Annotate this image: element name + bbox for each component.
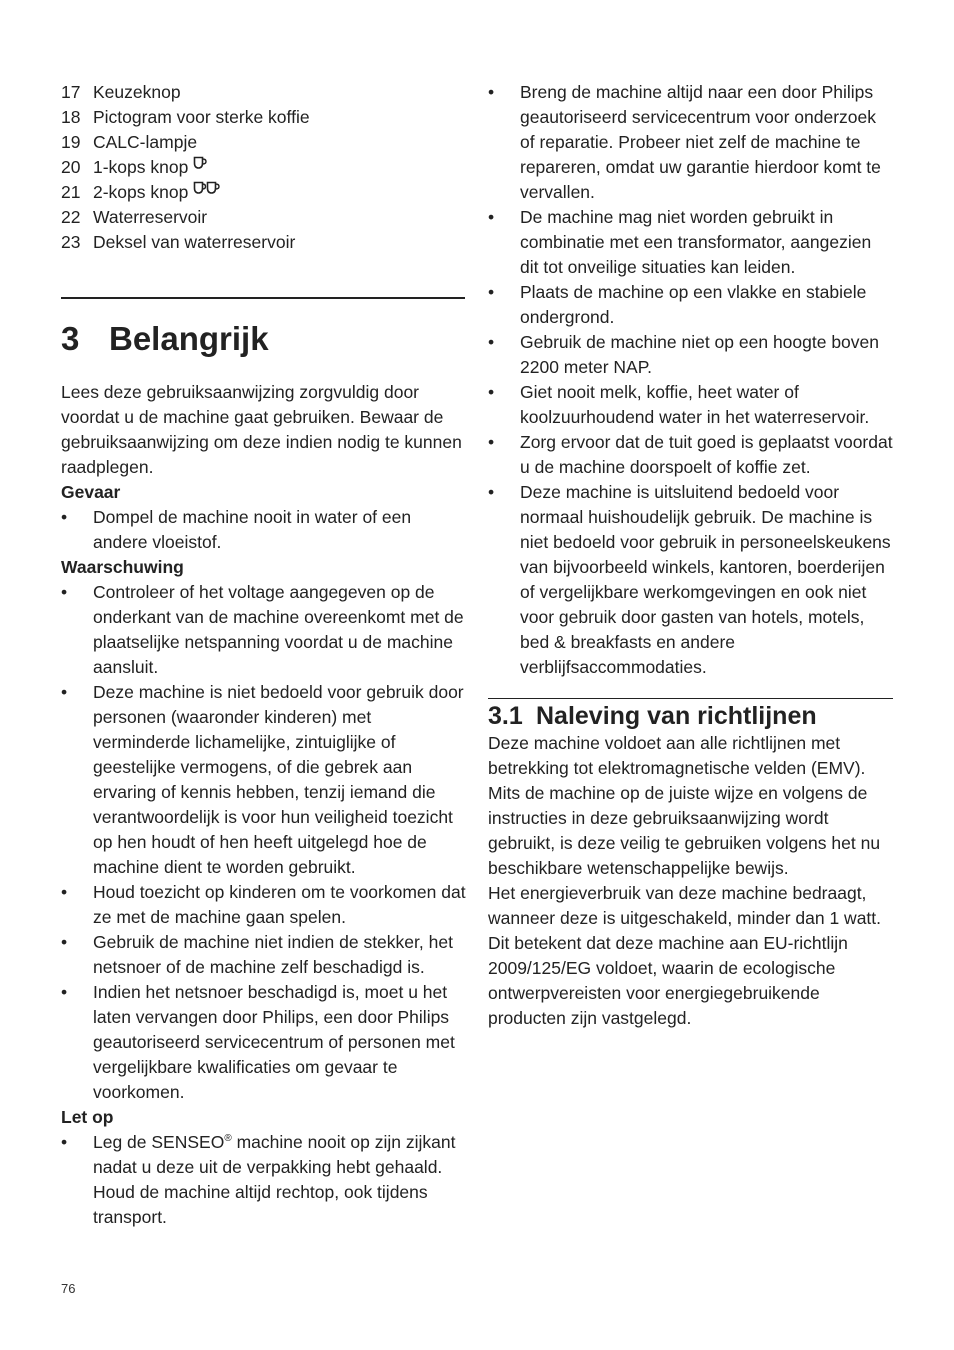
section-divider bbox=[61, 297, 465, 299]
safety-list-continued bbox=[488, 80, 893, 680]
item-number: 17 bbox=[61, 82, 81, 102]
item-text: Gebruik de machine niet indien de stekker, het netsnoer of de machine zelf beschadigd is. bbox=[93, 932, 453, 977]
bullet: • bbox=[488, 482, 495, 502]
caution-list bbox=[61, 1130, 466, 1230]
item-text: Houd toezicht op kinderen om te voorkomen dat ze met de machine gaan spelen. bbox=[93, 882, 466, 927]
list-item bbox=[61, 80, 466, 105]
list-item bbox=[61, 1130, 466, 1230]
list-item bbox=[61, 580, 466, 680]
warning-list bbox=[61, 580, 466, 1105]
list-item bbox=[488, 330, 893, 380]
list-item bbox=[61, 205, 466, 230]
item-number: 23 bbox=[61, 232, 81, 252]
two-cups-icon bbox=[193, 180, 220, 195]
item-text: Zorg ervoor dat de tuit goed is geplaatst voordat u de machine doorspoelt of koffie zet. bbox=[520, 432, 893, 477]
section-number: 3 bbox=[61, 320, 80, 357]
section-title: Belangrijk bbox=[109, 320, 269, 357]
bullet: • bbox=[61, 507, 68, 527]
list-item bbox=[61, 180, 466, 205]
item-text: Dompel de machine nooit in water of een andere vloeistof. bbox=[93, 507, 412, 552]
item-text: Indien het netsnoer beschadigd is, moet u het laten vervangen door Philips, een door Philips geautoriseerd servicecentrum of personen met vergelijkbare kwalificaties om gevaar te voorkomen. bbox=[93, 982, 455, 1102]
item-text: Gebruik de machine niet op een hoogte boven 2200 meter NAP. bbox=[520, 332, 880, 377]
item-number: 22 bbox=[61, 207, 81, 227]
item-number: 21 bbox=[61, 182, 81, 202]
item-text: Deze machine is uitsluitend bedoeld voor normaal huishoudelijk gebruik. De machine is niet bedoeld voor gebruik in personeelskeukens van bijvoorbeeld winkels, kantoren, boerderijen of vergelijkbare werkomgevingen en ook niet voor gebruik door gasten van hotels, motels, bed & breakfasts en andere verblijfsaccommodaties. bbox=[520, 482, 891, 677]
bullet: • bbox=[488, 207, 495, 227]
item-label: 2-kops knop bbox=[93, 182, 189, 202]
item-label: Waterreservoir bbox=[93, 207, 208, 227]
item-text: Breng de machine altijd naar een door Philips geautoriseerd servicecentrum voor onderzoek of reparatie. Probeer niet zelf de machine te repareren, omdat uw garantie hierdoor komt te vervallen. bbox=[520, 82, 881, 202]
page-number: 76 bbox=[61, 1281, 76, 1296]
item-number: 20 bbox=[61, 157, 81, 177]
danger-list bbox=[61, 505, 466, 555]
list-item bbox=[61, 130, 466, 155]
bullet: • bbox=[61, 932, 68, 952]
subsection-number: 3.1 bbox=[488, 702, 523, 730]
item-label: Pictogram voor sterke koffie bbox=[93, 107, 310, 127]
bullet: • bbox=[488, 432, 495, 452]
item-label: CALC-lampje bbox=[93, 132, 198, 152]
item-text: De machine mag niet worden gebruikt in combinatie met een transformator, aangezien dit tot onveilige situaties kan leiden. bbox=[520, 207, 872, 277]
item-number: 19 bbox=[61, 132, 81, 152]
list-item bbox=[61, 505, 466, 555]
paragraph: Deze machine voldoet aan alle richtlijnen met betrekking tot elektromagnetische velden (EMV). Mits de machine op de juiste wijze en volgens de instructies in deze gebruiksaanwijzing wordt gebruikt, is deze veilig te gebruiken volgens het nu beschikbare wetenschappelijke bewijs. bbox=[488, 733, 881, 878]
item-text: Giet nooit melk, koffie, heet water of koolzuurhoudend water in het waterreservoir. bbox=[520, 382, 870, 427]
list-item bbox=[61, 880, 466, 930]
section-heading bbox=[61, 319, 466, 359]
item-text: Plaats de machine op een vlakke en stabiele ondergrond. bbox=[520, 282, 867, 327]
bullet: • bbox=[61, 882, 68, 902]
list-item bbox=[61, 230, 466, 255]
bullet: • bbox=[61, 1132, 68, 1152]
list-item bbox=[488, 205, 893, 280]
list-item bbox=[488, 80, 893, 205]
subsection-heading bbox=[488, 701, 893, 731]
intro-paragraph: Lees deze gebruiksaanwijzing zorgvuldig door voordat u de machine gaat gebruiken. Bewaar de gebruiksaanwijzing om deze indien nodig te kunnen raadplegen. bbox=[61, 382, 462, 477]
list-item bbox=[61, 680, 466, 880]
paragraph: Het energieverbruik van deze machine bedraagt, wanneer deze is uitgeschakeld, minder dan 1 watt. Dit betekent dat deze machine aan EU-richtlijn 2009/125/EG voldoet, waarin de ecologische ontwerpvereisten voor energiegebruikende producten zijn vastgelegd. bbox=[488, 883, 882, 1028]
list-item bbox=[61, 980, 466, 1105]
item-text: Deze machine is niet bedoeld voor gebruik door personen (waaronder kinderen) met verminderde lichamelijke, zintuiglijke of geestelijke vermogens, of die gebrek aan ervaring of kennis hebben, tenzij iemand die verantwoordelijk is voor hun veiligheid toezicht op hen houdt of hen heeft uitgelegd hoe de machine dient te worden gebruikt. bbox=[93, 682, 464, 877]
list-item bbox=[61, 105, 466, 130]
right-column bbox=[488, 80, 893, 1031]
warning-label: Waarschuwing bbox=[61, 557, 184, 577]
list-item bbox=[488, 430, 893, 480]
item-text: Controleer of het voltage aangegeven op de onderkant van de machine overeenkomt met de plaatselijke netspanning voordat u de machine aansluit. bbox=[93, 582, 464, 677]
item-number: 18 bbox=[61, 107, 81, 127]
item-label: Keuzeknop bbox=[93, 82, 181, 102]
bullet: • bbox=[488, 332, 495, 352]
list-item bbox=[488, 280, 893, 330]
bullet: • bbox=[61, 982, 68, 1002]
item-label: Deksel van waterreservoir bbox=[93, 232, 296, 252]
caution-label: Let op bbox=[61, 1107, 114, 1127]
registered-mark: ® bbox=[224, 1133, 232, 1145]
subsection-divider bbox=[488, 698, 893, 699]
bullet: • bbox=[61, 682, 68, 702]
item-label: 1-kops knop bbox=[93, 157, 189, 177]
subsection-title: Naleving van richtlijnen bbox=[536, 702, 817, 730]
list-item bbox=[61, 930, 466, 980]
list-item bbox=[488, 380, 893, 430]
list-item bbox=[488, 480, 893, 680]
bullet: • bbox=[488, 382, 495, 402]
bullet: • bbox=[488, 82, 495, 102]
bullet: • bbox=[61, 582, 68, 602]
parts-list bbox=[61, 80, 466, 255]
list-item bbox=[61, 155, 466, 180]
item-text-end: machine nooit op zijn zijkant nadat u deze uit de verpakking hebt gehaald. Houd de machine altijd rechtop, ook tijdens transport. bbox=[93, 1132, 456, 1227]
danger-label: Gevaar bbox=[61, 482, 121, 502]
left-column bbox=[61, 80, 466, 1230]
item-text-start: Leg de SENSEO bbox=[93, 1132, 225, 1152]
bullet: • bbox=[488, 282, 495, 302]
one-cup-icon bbox=[193, 155, 207, 170]
